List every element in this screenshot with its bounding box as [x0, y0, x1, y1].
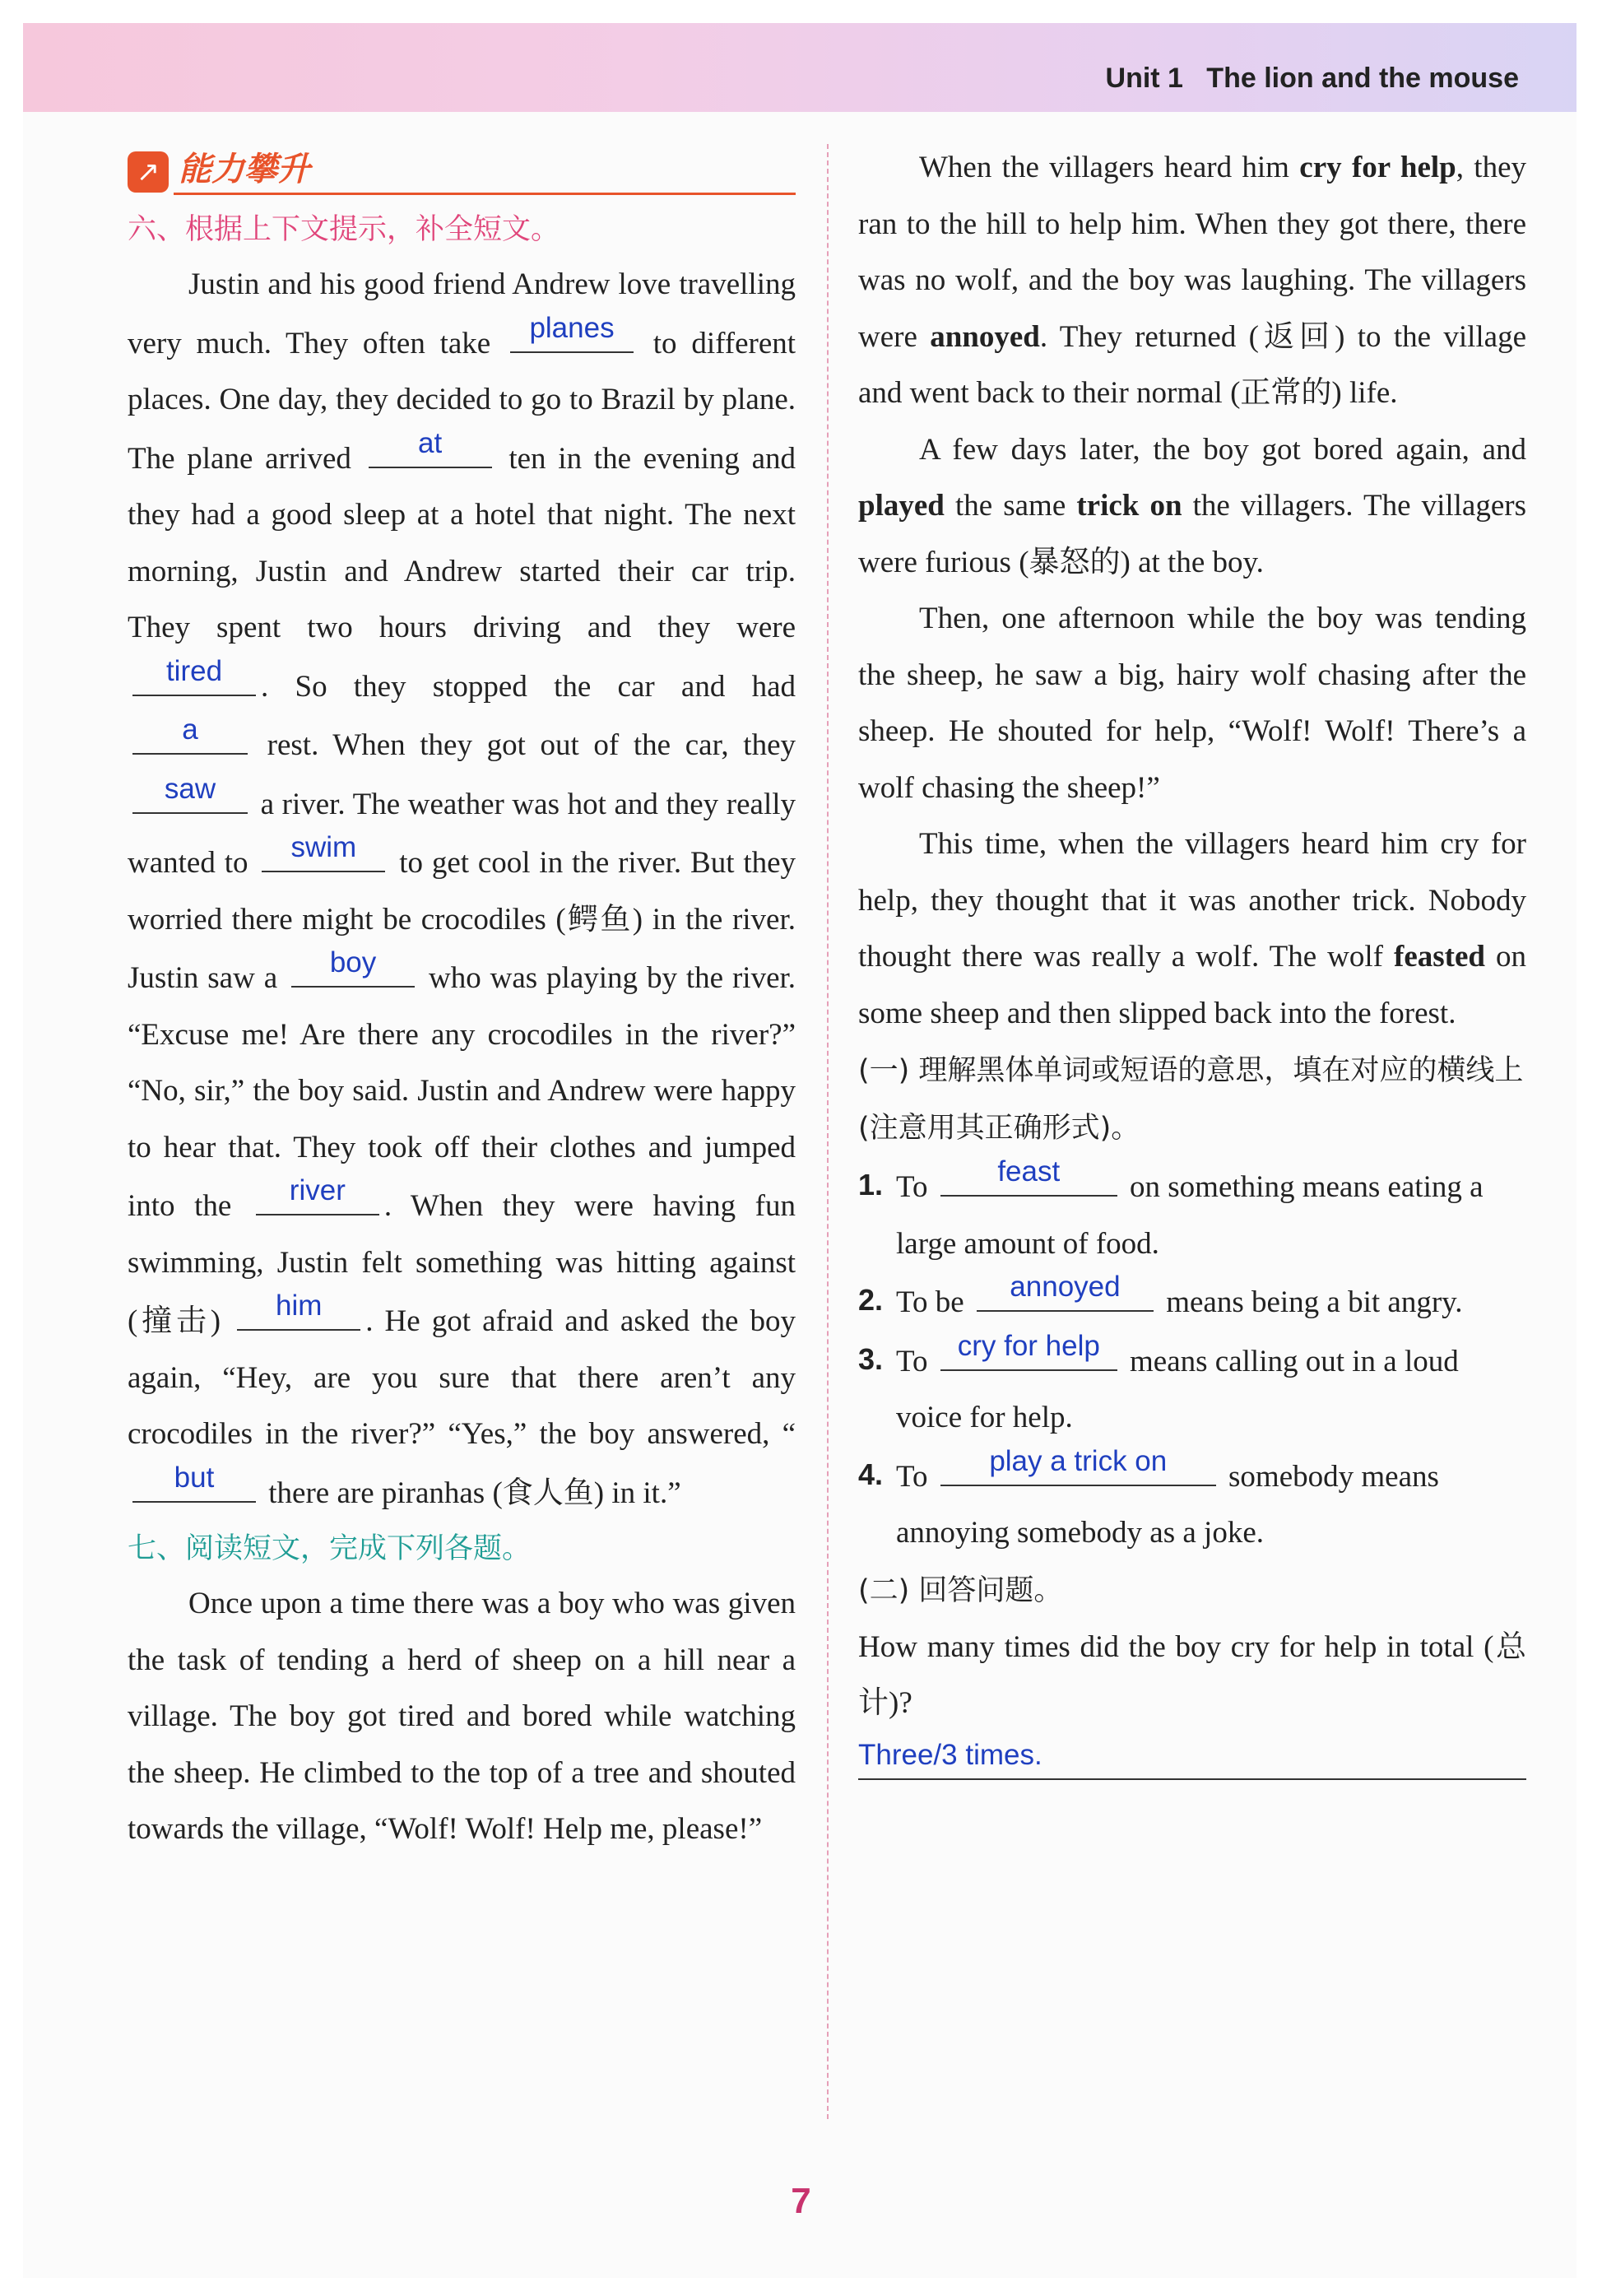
blank-3[interactable] — [132, 654, 256, 696]
answer-4: a — [182, 713, 198, 746]
answer-6: swim — [290, 831, 357, 863]
left-column — [128, 140, 796, 1858]
part2-title: (二) 回答问题。 — [858, 1573, 1063, 1607]
item-number: 2. — [858, 1283, 884, 1317]
banner-underline — [174, 193, 796, 195]
question-item-2 — [858, 1272, 1526, 1332]
blank-6[interactable] — [262, 833, 385, 872]
column-divider — [827, 144, 829, 2119]
question-item-1 — [858, 1157, 1526, 1272]
text-run: the same — [944, 489, 1077, 523]
passage-segment: who was playing by the river. “Excuse me! Are there any crocodiles in the river?” “No, sir,” the boy said. Justin and Andrew were happy to hear that. They took off their clothes and jumped into the — [128, 961, 796, 1223]
item-answer-1: feast — [997, 1155, 1061, 1188]
task6-title: 六、根据上下文提示，补全短文。 — [128, 213, 560, 246]
task7-title: 七、阅读短文，完成下列各题。 — [128, 1532, 532, 1565]
answer-2: at — [418, 426, 443, 459]
blank-5[interactable] — [132, 774, 248, 814]
task7-paragraph-5 — [858, 816, 1526, 1042]
section-title: 能力攀升 — [179, 151, 310, 188]
text-run: the villagers. The villagers were furious (暴怒的) at the boy. — [858, 489, 1526, 579]
task7-paragraph-2 — [858, 140, 1526, 422]
right-column — [858, 140, 1526, 1780]
answer-5: saw — [164, 772, 216, 805]
part1-title: (一) 理解黑体单词或短语的意思，填在对应的横线上(注意用其正确形式)。 — [858, 1054, 1524, 1145]
answer-9: him — [275, 1290, 323, 1322]
page-number: 7 — [791, 2181, 811, 2221]
task7-paragraph-4: Then, one afternoon while the boy was tending the sheep, he saw a big, hairy wolf chasing after the sheep. He shouted for help, “Wolf! Wolf! There’s a wolf chasing the sheep!” — [858, 602, 1526, 805]
text-run: , they ran to the hill to help him. When they got there, there was no wolf, and the boy was laughing. The villagers were — [858, 151, 1526, 354]
question-answer-line[interactable]: Three/3 times. — [858, 1732, 1526, 1780]
task6-passage — [128, 257, 796, 1522]
item-suffix: means calling out in a loud voice for help. — [896, 1344, 1459, 1434]
item-prefix: To — [896, 1344, 928, 1378]
blank-4[interactable] — [132, 715, 248, 755]
passage-segment: . When they were having fun swimming, Justin felt something was hitting against (撞击) — [128, 1189, 796, 1338]
blank-1[interactable] — [510, 311, 634, 353]
task7-paragraph-1: Once upon a time there was a boy who was given the task of tending a herd of sheep on a hill near a village. The boy got tired and bored while watching the sheep. He climbed to the top of a tree and shouted towards the village, “Wolf! Wolf! Help me, please!” — [128, 1587, 796, 1846]
item-number: 3. — [858, 1341, 884, 1376]
item-suffix: means being a bit angry. — [1166, 1285, 1463, 1319]
bold-phrase: annoyed — [930, 319, 1040, 354]
bold-phrase: feasted — [1394, 940, 1485, 974]
answer-8: river — [289, 1174, 346, 1206]
text-run: on some sheep and then slipped back into the forest. — [858, 940, 1526, 1030]
answer-3: tired — [165, 654, 223, 687]
question-item-4 — [858, 1444, 1526, 1562]
bold-phrase: cry for help — [1299, 151, 1456, 184]
blank-7[interactable] — [291, 948, 415, 988]
text-run: This time, when the villagers heard him cry for help, they thought that it was another trick. Nobody thought there was really a wolf. The wolf — [858, 827, 1526, 974]
passage-segment: there are piranhas (食人鱼) in it.” — [268, 1476, 681, 1510]
answer-10: but — [174, 1461, 215, 1494]
item-answer-3: cry for help — [957, 1329, 1100, 1362]
task7-paragraph-3 — [858, 422, 1526, 592]
item-blank-1[interactable] — [940, 1157, 1117, 1197]
passage-segment: to get cool in the river. But they worried there might be crocodiles (鳄鱼) in the river. Justin saw a — [128, 846, 796, 995]
item-blank-2[interactable] — [977, 1272, 1154, 1312]
passage-segment: . So they stopped the car and had — [261, 669, 796, 704]
passage-segment: Justin and his good friend Andrew love travelling very much. They often take — [128, 267, 796, 360]
question-item-3 — [858, 1329, 1526, 1447]
passage-segment: . He got afraid and asked the boy again, “Hey, are you sure that there aren’t any crocodiles in the river?” “Yes,” the boy answered, “ — [128, 1304, 796, 1451]
item-number: 1. — [858, 1168, 884, 1201]
passage-segment: to different places. One day, they decided to go to Brazil by plane. The plane arrived — [128, 326, 796, 476]
item-blank-4[interactable] — [940, 1444, 1216, 1486]
blank-9[interactable] — [237, 1291, 360, 1331]
item-suffix: on something means eating a large amount of food. — [896, 1170, 1484, 1261]
item-answer-4: play a trick on — [989, 1444, 1168, 1477]
rising-arrow-icon: ↗ — [128, 151, 169, 193]
item-prefix: To — [896, 1459, 928, 1494]
text-run: When the villagers heard him — [919, 151, 1300, 184]
passage-segment: rest. When they got out of the car, they — [267, 728, 796, 762]
blank-2[interactable] — [369, 426, 492, 468]
item-blank-3[interactable] — [940, 1329, 1117, 1371]
item-prefix: To be — [896, 1285, 964, 1319]
item-prefix: To — [896, 1170, 928, 1204]
section-banner — [128, 140, 796, 198]
item-number: 4. — [858, 1457, 884, 1491]
text-run: . They returned (返回) to the village and went back to their normal (正常的) life. — [858, 319, 1527, 410]
passage-segment: a river. The weather was hot and they really wanted to — [128, 787, 796, 880]
blank-10[interactable] — [132, 1463, 256, 1503]
page-header — [23, 23, 1576, 112]
text-run: A few days later, the boy got bored again, and — [919, 432, 1526, 467]
item-suffix: somebody means annoying somebody as a joke. — [896, 1459, 1439, 1550]
question-text: How many times did the boy cry for help in total (总计)? — [858, 1629, 1526, 1720]
answer-7: boy — [329, 946, 377, 978]
blank-8[interactable] — [256, 1176, 379, 1215]
bold-phrase: played — [858, 489, 945, 523]
answer-1: planes — [529, 311, 615, 344]
unit-title: Unit 1 The lion and the mouse — [1105, 63, 1519, 94]
bold-phrase: trick on — [1076, 489, 1182, 523]
passage-segment: ten in the evening and they had a good sleep at a hotel that night. The next morning, Justin and Andrew started their car trip. They spent two hours driving and they were — [128, 441, 796, 644]
item-answer-2: annoyed — [1010, 1271, 1121, 1303]
